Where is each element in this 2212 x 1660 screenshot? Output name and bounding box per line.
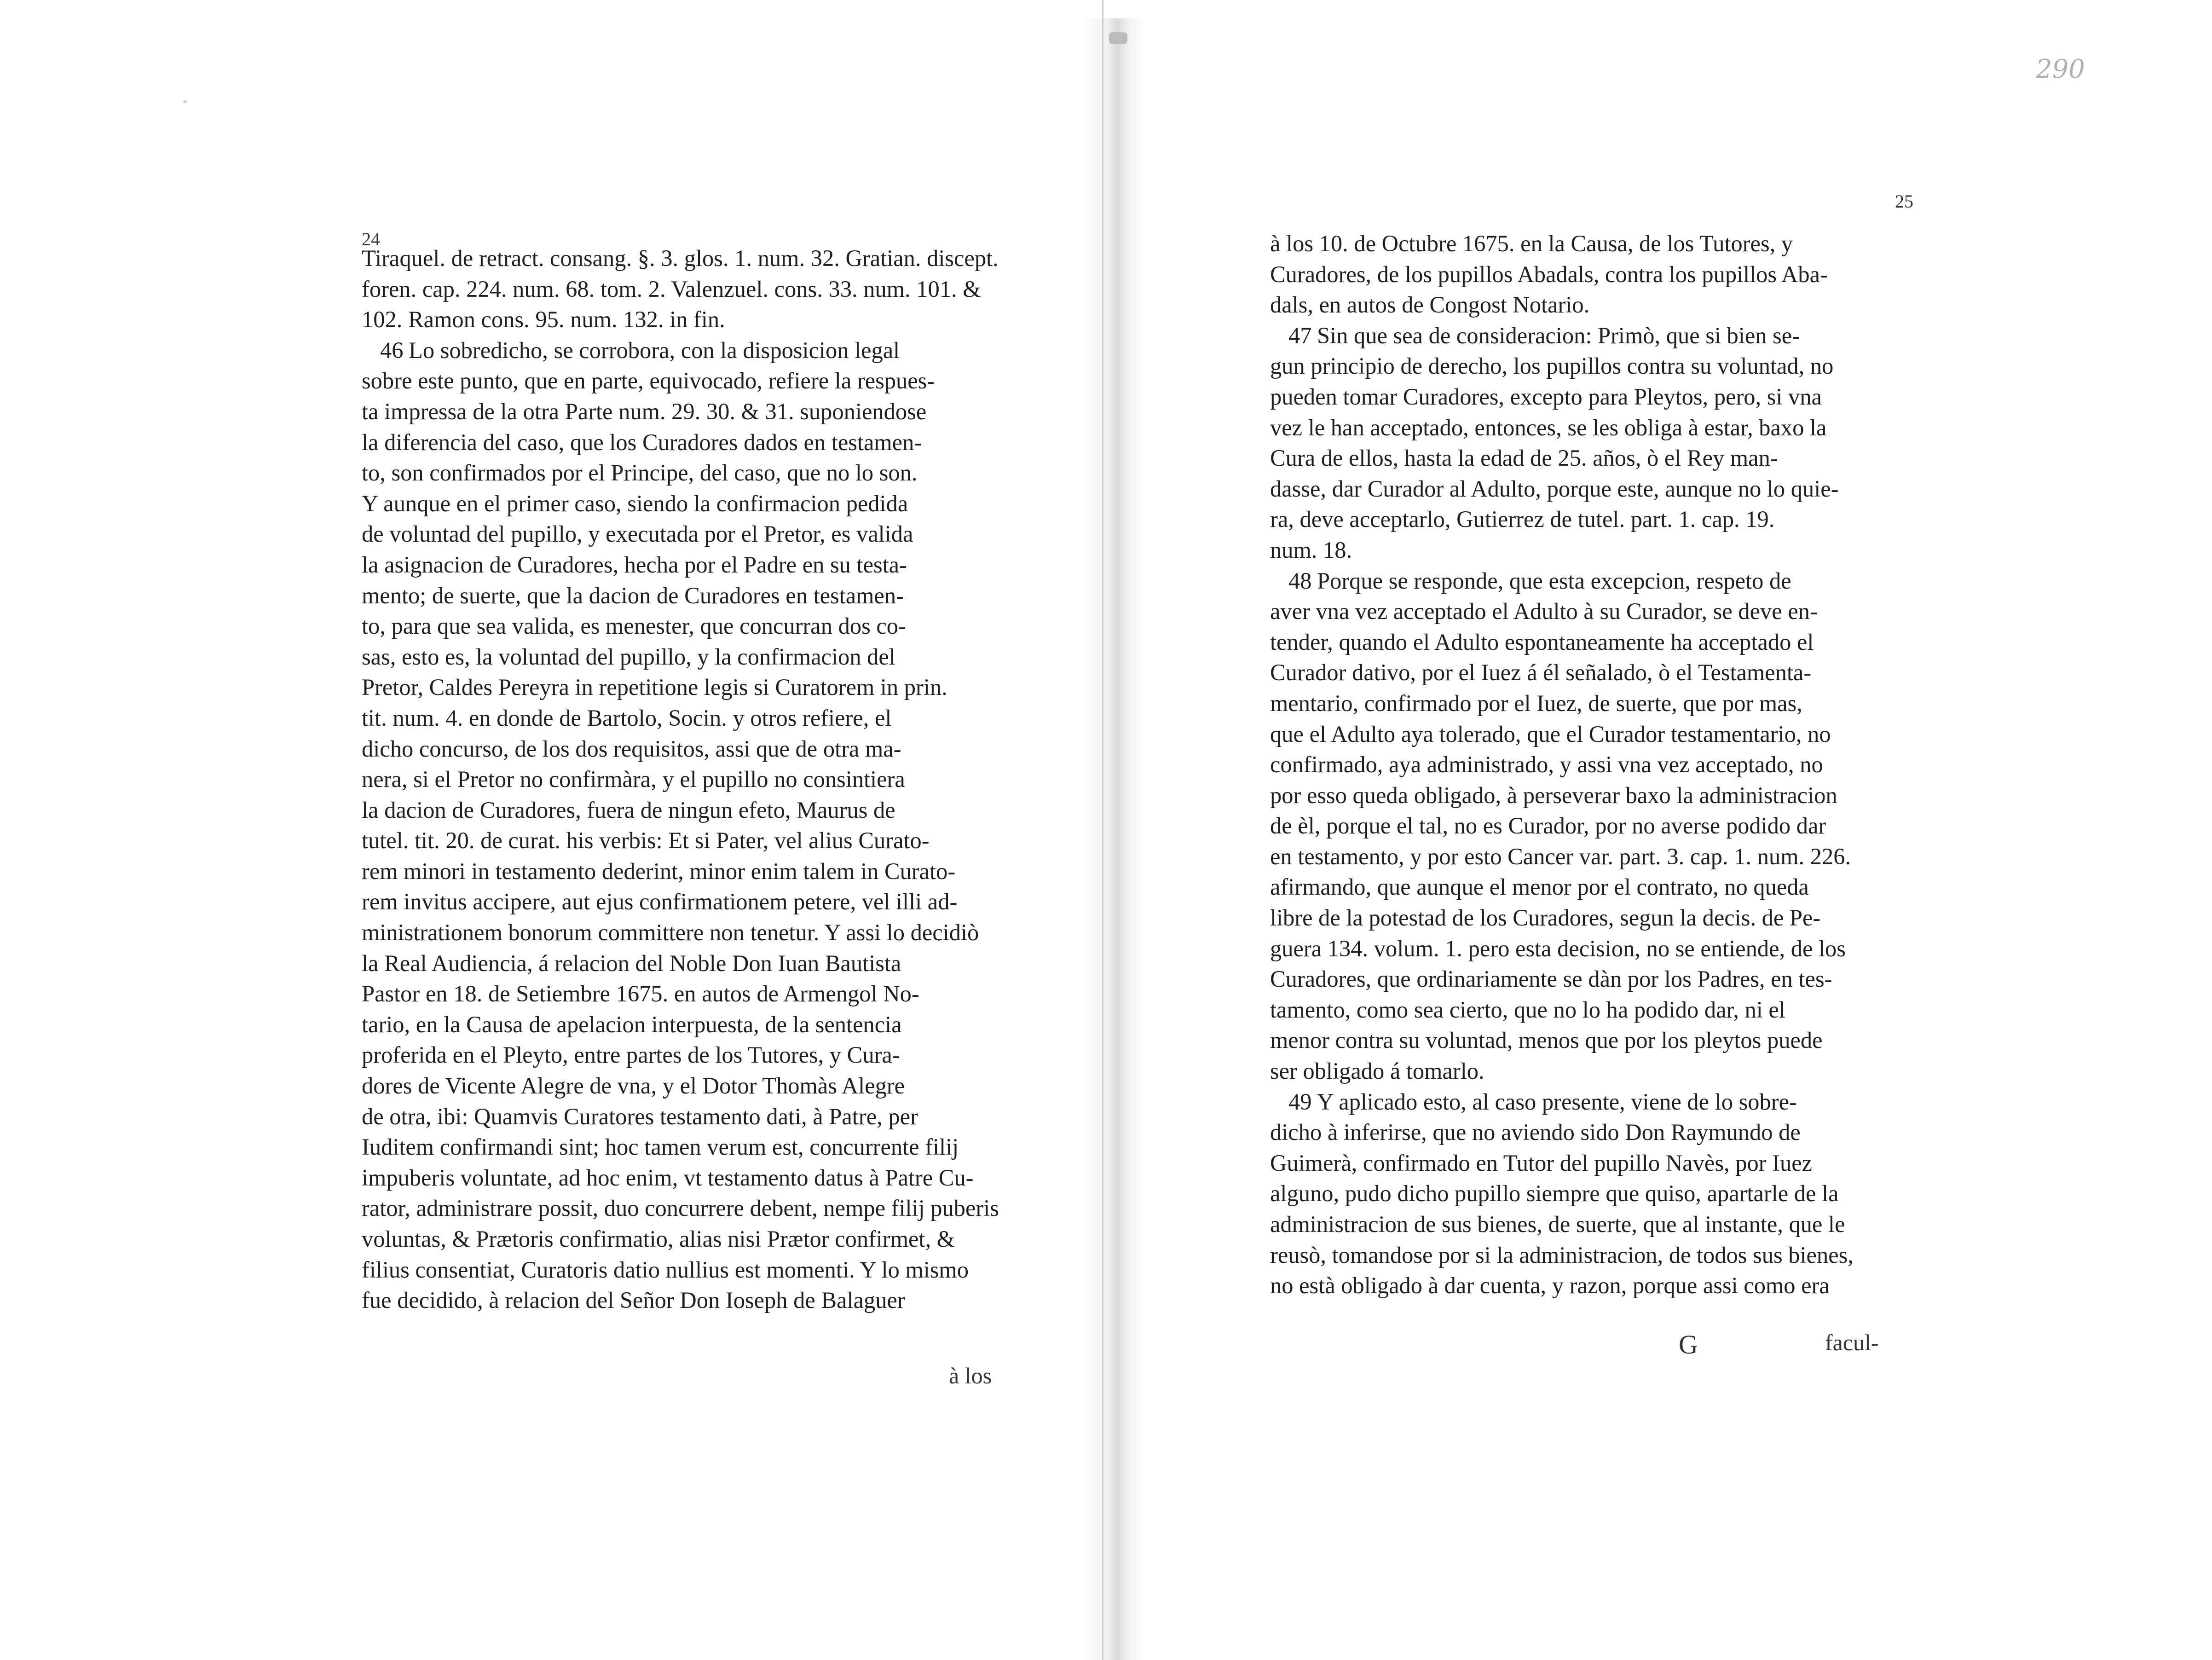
text-line (1270, 627, 1937, 658)
line-text: tutel. tit. 20. de curat. his verbis: Et si Pater, vel alius Curato- (362, 827, 930, 854)
text-line (362, 703, 1023, 734)
paragraph-number: 47 (1288, 322, 1312, 348)
line-text: Guimerà, confirmado en Tutor del pupillo Navès, por Iuez (1270, 1150, 1813, 1176)
catchword-left: à los (949, 1363, 992, 1388)
text-line (1270, 566, 1937, 596)
text-line (1270, 995, 1937, 1025)
catchword-right: facul- (1825, 1330, 1879, 1355)
line-text: foren. cap. 224. num. 68. tom. 2. Valenzuel. cons. 33. num. 101. & (362, 276, 981, 302)
text-line (1270, 382, 1937, 412)
line-text: Porque se responde, que esta excepcion, respeto de (1317, 567, 1791, 594)
line-text: ser obligado á tomarlo. (1270, 1058, 1484, 1084)
line-text: tender, quando el Adulto espontaneamente ha acceptado el (1270, 629, 1814, 655)
line-text: Curadores, que ordinariamente se dàn por los Padres, en tes- (1270, 966, 1832, 992)
line-text: Y aunque en el primer caso, siendo la confirmacion pedida (362, 490, 908, 516)
text-line (362, 764, 1023, 795)
line-text: Curador dativo, por el Iuez á él señalado, ò el Testamenta- (1270, 659, 1812, 686)
line-text: afirmando, que aunque el menor por el contrato, no queda (1270, 874, 1809, 900)
line-text: Iuditem confirmandi sint; hoc tamen verum est, concurrente filij (362, 1134, 959, 1160)
signature-mark: G (1679, 1330, 1698, 1359)
text-line (1270, 719, 1937, 750)
line-text: de èl, porque el tal, no es Curador, por no averse podido dar (1270, 813, 1826, 839)
text-line (362, 1040, 1023, 1070)
line-text: Pastor en 18. de Setiembre 1675. en autos de Armengol No- (362, 981, 919, 1007)
text-line (362, 1285, 1023, 1316)
text-line (362, 580, 1023, 611)
line-text: num. 18. (1270, 537, 1352, 563)
line-text: vez le han acceptado, entonces, se les obliga à estar, baxo la (1270, 414, 1827, 440)
text-line (1270, 1209, 1937, 1240)
text-line (362, 1193, 1023, 1224)
text-line (1270, 1178, 1937, 1209)
line-text: libre de la potestad de los Curadores, segun la decis. de Pe- (1270, 905, 1821, 931)
text-line (1270, 596, 1937, 627)
line-text: guera 134. volum. 1. pero esta decision, no se entiende, de los (1270, 935, 1846, 961)
text-line (1270, 780, 1937, 811)
text-line (362, 672, 1023, 703)
text-line (362, 1224, 1023, 1255)
text-line (1270, 841, 1937, 872)
line-text: dicho concurso, de los dos requisitos, assi que de otra ma- (362, 735, 901, 762)
line-text: la diferencia del caso, que los Curadores dados en testamen- (362, 429, 922, 455)
text-line (1270, 351, 1937, 382)
line-text: por esso queda obligado, à perseverar baxo la administracion (1270, 782, 1837, 808)
line-text: tamento, como sea cierto, que no lo ha podido dar, ni el (1270, 996, 1785, 1023)
line-text: no està obligado à dar cuenta, y razon, porque assi como era (1270, 1272, 1830, 1299)
text-line (362, 886, 1023, 917)
text-line (362, 1009, 1023, 1040)
line-text: rator, administrare possit, duo concurrere debent, nempe filij puberis (362, 1195, 999, 1221)
line-text: sas, esto es, la voluntad del pupillo, y la confirmacion del (362, 643, 895, 670)
line-text: proferida en el Pleyto, entre partes de los Tutores, y Cura- (362, 1042, 900, 1068)
folio-mark: 290 (2036, 54, 2085, 84)
line-text: Tiraquel. de retract. consang. §. 3. glos. 1. num. 32. Gratian. discept. (362, 245, 999, 271)
line-text: de voluntad del pupillo, y executada por el Pretor, es valida (362, 521, 913, 547)
text-line (1270, 259, 1937, 290)
text-line (362, 549, 1023, 580)
line-text: filius consentiat, Curatoris datio nullius est momenti. Y lo mismo (362, 1256, 969, 1283)
line-text: de otra, ibi: Quamvis Curatores testamento dati, à Patre, per (362, 1103, 918, 1129)
text-line (362, 917, 1023, 948)
line-text: dasse, dar Curador al Adulto, porque este, aunque no lo quie- (1270, 475, 1839, 502)
line-text: impuberis voluntate, ad hoc enim, vt testamento datus à Patre Cu- (362, 1164, 974, 1191)
text-line (1270, 1025, 1937, 1056)
text-line (362, 1163, 1023, 1193)
text-line (1270, 1240, 1937, 1271)
paragraph-number: 46 (380, 337, 404, 363)
paper-speck (183, 100, 187, 103)
line-text: mento; de suerte, que la dacion de Curadores en testamen- (362, 582, 904, 608)
text-line (362, 856, 1023, 887)
text-line (362, 488, 1023, 519)
line-text: Curadores, de los pupillos Abadals, contra los pupillos Aba- (1270, 261, 1828, 287)
text-line (362, 611, 1023, 642)
text-line (362, 978, 1023, 1009)
text-line (362, 365, 1023, 396)
line-text: en testamento, y por esto Cancer var. part. 3. cap. 1. num. 226. (1270, 843, 1851, 869)
line-text: fue decidido, à relacion del Señor Don Ioseph de Balaguer (362, 1287, 905, 1313)
line-text: reusò, tomandose por si la administracion, de todos sus bienes, (1270, 1242, 1854, 1268)
line-text: to, son confirmados por el Principe, del caso, que no lo son. (362, 460, 918, 486)
text-line (362, 1255, 1023, 1285)
text-line (1270, 872, 1937, 902)
text-line (362, 734, 1023, 764)
line-text: to, para que sea valida, es menester, que concurran dos co- (362, 613, 906, 639)
text-line (1270, 810, 1937, 841)
text-line (362, 795, 1023, 826)
line-text: sobre este punto, que en parte, equivocado, refiere la respues- (362, 368, 935, 394)
line-text: 102. Ramon cons. 95. num. 132. in fin. (362, 307, 725, 333)
text-line (362, 948, 1023, 979)
text-line (1270, 749, 1937, 780)
text-line (362, 642, 1023, 672)
text-line (362, 1070, 1023, 1101)
text-line (1270, 1117, 1937, 1148)
line-text: Cura de ellos, hasta la edad de 25. años, ò el Rey man- (1270, 445, 1778, 471)
text-line (362, 243, 1023, 274)
line-text: alguno, pudo dicho pupillo siempre que quiso, apartarle de la (1270, 1180, 1839, 1207)
line-text: tit. num. 4. en donde de Bartolo, Socin. y otros refiere, el (362, 705, 892, 731)
line-text: la Real Audiencia, á relacion del Noble Don Iuan Bautista (362, 950, 901, 976)
text-line (1270, 1270, 1937, 1301)
text-line (1270, 933, 1937, 964)
line-text: dores de Vicente Alegre de vna, y el Dotor Thomàs Alegre (362, 1073, 905, 1099)
text-line (1270, 964, 1937, 995)
text-line (1270, 1087, 1937, 1117)
line-text: dicho à inferirse, que no aviendo sido Don Raymundo de (1270, 1119, 1801, 1145)
text-line (362, 825, 1023, 856)
left-text-column (362, 243, 1023, 1316)
line-text: gun principio de derecho, los pupillos contra su voluntad, no (1270, 353, 1834, 379)
page-fold (1102, 0, 1103, 1660)
text-line (1270, 902, 1937, 933)
text-line (1270, 443, 1937, 474)
line-text: à los 10. de Octubre 1675. en la Causa, de los Tutores, y (1270, 231, 1793, 256)
line-text: pueden tomar Curadores, excepto para Pleytos, pero, si vna (1270, 383, 1822, 410)
line-text: confirmado, aya administrado, y assi vna vez acceptado, no (1270, 752, 1823, 778)
text-line (1270, 228, 1937, 259)
text-line (1270, 412, 1937, 443)
page-number-left: 24 (362, 229, 380, 249)
text-line (1270, 474, 1937, 504)
line-text: Lo sobredicho, se corrobora, con la disposicion legal (409, 337, 900, 363)
book-gutter (1081, 18, 1146, 1660)
text-line (1270, 1148, 1937, 1179)
text-line (1270, 657, 1937, 688)
line-text: menor contra su voluntad, menos que por los pleytos puede (1270, 1027, 1823, 1053)
line-text: ra, deve acceptarlo, Gutierrez de tutel. part. 1. cap. 19. (1270, 506, 1775, 532)
line-text: rem invitus accipere, aut ejus confirmationem petere, vel illi ad- (362, 889, 958, 915)
paragraph-number: 48 (1288, 567, 1312, 594)
line-text: ministrationem bonorum committere non tenetur. Y assi lo decidiò (362, 920, 979, 946)
paper-speck (1109, 32, 1127, 44)
text-line (1270, 1056, 1937, 1087)
line-text: la dacion de Curadores, fuera de ningun efeto, Maurus de (362, 797, 895, 823)
text-line (1270, 504, 1937, 535)
text-line (362, 427, 1023, 458)
text-line (362, 519, 1023, 549)
line-text: Pretor, Caldes Pereyra in repetitione legis si Curatorem in prin. (362, 674, 947, 700)
text-line (1270, 320, 1937, 351)
text-line (1270, 289, 1937, 320)
text-line (362, 1101, 1023, 1132)
line-text: la asignacion de Curadores, hecha por el Padre en su testa- (362, 551, 907, 578)
line-text: nera, si el Pretor no confirmàra, y el pupillo no consintiera (362, 766, 905, 792)
paragraph-number: 49 (1288, 1088, 1312, 1115)
line-text: administracion de sus bienes, de suerte, que al instante, que le (1270, 1211, 1845, 1237)
line-text: mentario, confirmado por el Iuez, de suerte, que por mas, (1270, 690, 1802, 716)
text-line (1270, 688, 1937, 719)
text-line (362, 1132, 1023, 1163)
text-line (362, 335, 1023, 366)
line-text: rem minori in testamento dederint, minor enim talem in Curato- (362, 858, 956, 884)
line-text: aver vna vez acceptado el Adulto à su Curador, se deve en- (1270, 598, 1818, 625)
line-text: tario, en la Causa de apelacion interpuesta, de la sentencia (362, 1011, 902, 1037)
text-line (362, 396, 1023, 427)
line-text: que el Adulto aya tolerado, que el Curador testamentario, no (1270, 721, 1831, 747)
right-text-column (1270, 228, 1937, 1301)
text-line (1270, 535, 1937, 566)
text-line (362, 274, 1023, 305)
line-text: dals, en autos de Congost Notario. (1270, 292, 1590, 318)
line-text: ta impressa de la otra Parte num. 29. 30. & 31. suponiendose (362, 398, 927, 424)
line-text: Y aplicado esto, al caso presente, viene de lo sobre- (1317, 1088, 1797, 1115)
line-text: voluntas, & Prætoris confirmatio, alias nisi Prætor confirmet, & (362, 1226, 955, 1252)
line-text: Sin que sea de consideracion: Primò, que si bien se- (1317, 322, 1800, 348)
page-number-right: 25 (1895, 191, 1913, 212)
text-line (362, 304, 1023, 335)
text-line (362, 457, 1023, 488)
